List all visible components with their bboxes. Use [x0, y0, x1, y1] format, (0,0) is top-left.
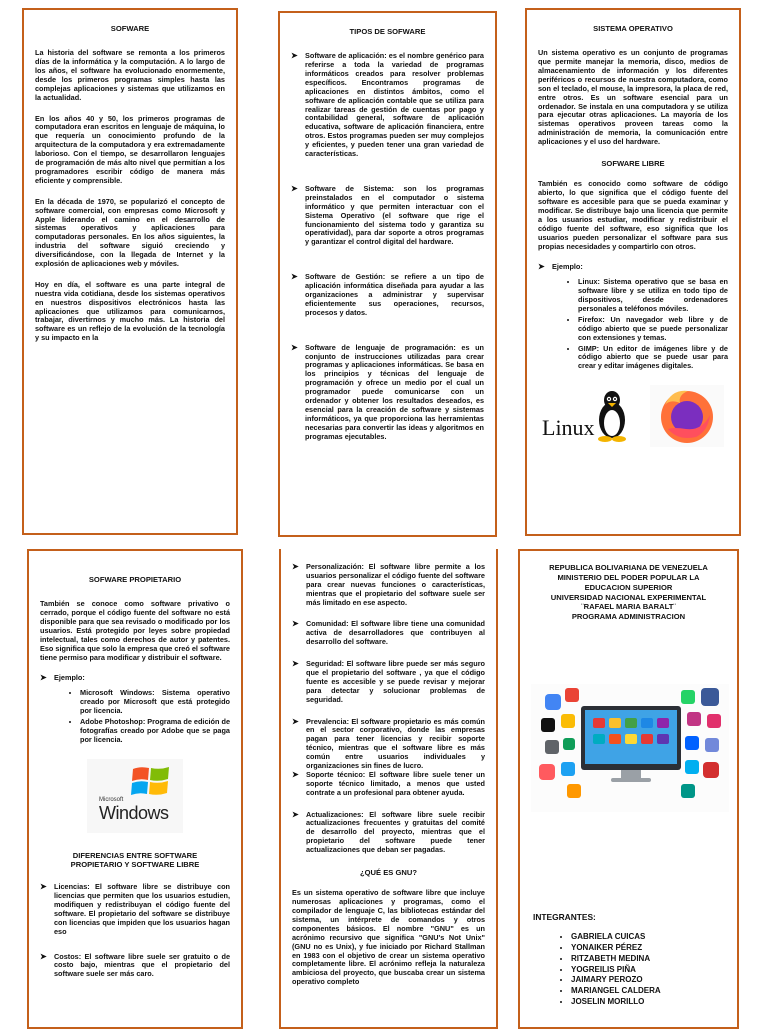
paragraph: También es conocido como software de código abierto, lo que significa que el código fuente del software es accesible para que se pueda examinar y modificar. Se distribuye bajo una licencia que permite a los usuarios estudiar, modificar y redistribuir el código fuente del software, eso significa que los usuarios pueden personalizar el software para sus propias necesidades y compartirlo con otros.: [538, 179, 728, 251]
list-item: • Adobe Photoshop: Programa de edición de fotografías creado por Adobe que se paga por licencia.: [80, 718, 230, 745]
list-item: • YONAIKER PÉREZ: [571, 943, 726, 953]
windows-flag-icon: [131, 765, 171, 799]
right-arrow-icon: ➤: [292, 716, 299, 726]
members-label: INTEGRANTES:: [533, 912, 596, 923]
section-title: SOFWARE LIBRE: [601, 159, 665, 169]
panel-software-types: [278, 11, 497, 537]
list-item: ➤ Costos: El software libre suele ser gratuito o de costo bajo, mientras que el propietario del software suele ser más caro.: [40, 951, 230, 979]
list-item: • MARIANGEL CALDERA: [571, 986, 726, 996]
list-item: ➤ Ejemplo:: [40, 673, 85, 683]
list-item: • GIMP: Un editor de imágenes libre y de código abierto que se puede usar para crear y editar imágenes digitales.: [578, 345, 728, 372]
list-item: • Microsoft Windows: Sistema operativo creado por Microsoft que está protegido por licencia.: [80, 689, 230, 716]
list-item: ➤ Comunidad: El software libre tiene una comunidad activa de desarrolladores que contribuyen al desarrollo del software.: [292, 619, 485, 647]
panel-operating-system: [525, 8, 741, 536]
types-list: [291, 52, 484, 441]
list-item: ➤ Actualizaciones: El software libre suele recibir actualizaciones frecuentes y gratuitas del comité de desarrollo del proyecto, mientras que el propietario del software puede tener actualizaciones que deban ser pagadas.: [292, 809, 485, 855]
list-item: ➤ Software de Gestión: se refiere a un tipo de aplicación informática diseñada para ayudar a las organizaciones a administrar y supervisar eficientemente sus operaciones, recursos, procesos y datos.: [291, 272, 484, 317]
list-item: • RITZABETH MEDINA: [571, 954, 726, 964]
panel-software-history: [22, 8, 238, 535]
members-list: [531, 932, 726, 1006]
example-list: [538, 263, 728, 272]
list-item: ➤ Software de Sistema: son los programas preinstalados en el computador o sistema informático y que permiten interactuar con el Sistema Operativo (el software que rige el funcionamiento del sistema todo y garantiza su operatividad), para dar soporte a otros programas y garantizar el control digital del hardware.: [291, 183, 484, 247]
right-arrow-icon: ➤: [292, 769, 299, 779]
list-item: ➤ Soporte técnico: El software libre suele tener un soporte técnico limitado, a menos que usted contrate a un profesional para obtener ayuda.: [292, 769, 485, 797]
firefox-logo: [650, 385, 724, 447]
paragraph: Es un sistema operativo de software libre que incluye numerosas aplicaciones y programas, como el compilador de lenguaje C, las bibliotecas estándar del sistema, un intérprete de comandos y otros componentes básicos. El nombre "GNU" es un acrónimo recursivo que significa "GNU's Not Unix" (GNU no es Unix), y fue iniciado por Richard Stallman en 1983 con el objetivo de crear un sistema operativo completamente libre. El acrónimo refleja la naturaleza ambiciosa del proyecto, que buscaba crear un sistema operativo completo: [292, 888, 485, 987]
panel-title: SOFWARE PROPIETARIO: [88, 575, 182, 584]
paragraph: También se conoce como software privativo o cerrado, porque el código fuente del software no está disponible para que sea revisado o modificado por los usuarios. Está protegido por leyes sobre propiedad intelectual, tales como derechos de autor y patentes. Eso significa que solo la empresa que creó el software tiene permiso para modificar y distribuir el software.: [40, 599, 230, 662]
panel-proprietary-software: [27, 549, 243, 1029]
list-item: • YOGREILIS PIÑA: [571, 965, 726, 975]
list-item: • Firefox: Un navegador web libre y de código abierto que se puede personalizar con extensiones y temas.: [578, 316, 728, 343]
panel-title: TIPOS DE SOFWARE: [349, 27, 426, 36]
panel-title: SOFWARE: [110, 24, 150, 33]
list-item: ➤ Prevalencia: El software propietario es más común en el sector corporativo, donde las empresas pagan para tener licencias y recibir soporte técnico, mientras que el software libre es más común entre usuarios individuales y organizaciones sin fines de lucro.: [292, 716, 485, 771]
proprietary-examples: [40, 689, 230, 744]
example-list: [40, 674, 230, 683]
right-arrow-icon: ➤: [291, 183, 298, 193]
windows-logo: Microsoft Windows: [87, 759, 183, 833]
institution-header: REPUBLICA BOLIVARIANA DE VENEZUELA MINISTERIO DEL PODER POPULAR LA EDUCACION SUPERIOR UNIVERSIDAD NACIONAL EXPERIMENTAL ¨RAFAEL MARIA BARALT¨ PROGRAMA ADMINISTRACION: [549, 563, 708, 622]
list-item: • GABRIELA CUICAS: [571, 932, 726, 942]
linux-tux-logo: Linux: [542, 390, 629, 442]
paragraph: En los años 40 y 50, los primeros programas de computadora eran escritos en lenguaje de máquina, lo que requería un conocimiento profundo de la arquitectura de la computadora y era extremadamente laborioso. Con el tiempo, se desarrollaron lenguajes de programación de más alto nivel que permitían a los programadores escribir código de manera más eficiente y comprensible.: [35, 113, 225, 185]
section-title: DIFERENCIAS ENTRE SOFTWARE PROPIETARIO Y SOFTWARE LIBRE: [70, 850, 200, 869]
paragraph: Hoy en día, el software es una parte integral de nuestra vida cotidiana, desde los sistemas operativos en nuestros dispositivos electrónicos hasta las aplicaciones que utilizamos para comunicarnos, trabajar, divertirnos y mucho más. La historia del software es un reflejo de la evolución de la tecnología y su impacto en la: [35, 279, 225, 343]
right-arrow-icon: ➤: [292, 659, 299, 669]
list-item: ➤ Seguridad: El software libre puede ser más seguro que el propietario del software , ya que el código fuente es accesible y se puede revisar y mejorar para detectar y solucionar problemas de seguridad.: [292, 659, 485, 704]
free-software-examples: [538, 278, 728, 371]
computer-apps-illustration: [531, 684, 729, 812]
paragraph: La historia del software se remonta a los primeros días de la informática y la computación. A lo largo de los años, el software ha evolucionado enormemente, desde los primeros programas simples hasta las complejas aplicaciones y sistemas que utilizamos en la actualidad.: [35, 48, 225, 102]
list-item: • Linux: Sistema operativo que se basa en software libre y se utiliza en todo tipo de dispositivos, desde ordenadores personales a teléfonos móviles.: [578, 278, 728, 314]
tux-penguin-icon: [595, 390, 629, 442]
right-arrow-icon: ➤: [291, 342, 298, 352]
right-arrow-icon: ➤: [292, 619, 299, 629]
differences-list: [292, 563, 485, 855]
list-item: • JOSELIN MORILLO: [571, 997, 726, 1007]
right-arrow-icon: ➤: [40, 882, 47, 892]
right-arrow-icon: ➤: [292, 809, 299, 819]
paragraph: Un sistema operativo es un conjunto de programas que permite manejar la memoria, disco, medios de almacenamiento de información y los diferentes periféricos o recursos de nuestra computadora, como son el teclado, el mouse, la impresora, la placa de red, entre otros. Es un software esencial para un ordenador. Se instala en una computadora y se utiliza para ejecutar otras aplicaciones. La mayoría de los sistemas operativos proveen tareas como la administración de memoria, la comunicación entre aplicaciones y el uso del hardware.: [538, 48, 728, 147]
right-arrow-icon: ➤: [538, 262, 545, 272]
paragraph: En la década de 1970, se popularizó el concepto de software comercial, con empresas como Microsoft y Apple liderando el camino en el desarrollo de sistemas operativos y aplicaciones para computadoras personales. En los años siguientes, la industria del software siguió creciendo y diversificándose, con la llegada de Internet y la explosión de aplicaciones web y móviles.: [35, 196, 225, 268]
right-arrow-icon: ➤: [291, 272, 298, 282]
list-item: ➤ Software de lenguaje de programación: es un conjunto de instrucciones utilizadas para crear programas y aplicaciones informáticas. Se basa en los principios y técnicas del lenguaje de programación y ofrece un medio por el cual un programador puede comunicarse con un ordenador y obtener los resultados deseados, es esencial para la creación de software y sistemas informáticos, ya que proporciona las herramientas necesarias para convertir las ideas y algoritmos en programas ejecutables.: [291, 342, 484, 441]
list-item: ➤ Ejemplo:: [538, 262, 583, 272]
list-item: ➤ Personalización: El software libre permite a los usuarios personalizar el código fuente del software para crear nuevas funciones o características, mientras que el propietario del software suele ser más limitado en ese aspecto.: [292, 562, 485, 607]
panel-cover: [518, 549, 739, 1029]
panel-title: SISTEMA OPERATIVO: [593, 24, 673, 33]
panel-differences-continued: [279, 549, 498, 1029]
logo-row: [538, 385, 728, 447]
right-arrow-icon: ➤: [291, 51, 298, 61]
differences-list: [40, 883, 230, 979]
right-arrow-icon: ➤: [292, 562, 299, 571]
list-item: • JAIMARY PEROZO: [571, 975, 726, 985]
right-arrow-icon: ➤: [40, 673, 47, 683]
list-item: ➤ Software de aplicación: es el nombre genérico para referirse a toda la variedad de programas informáticos creados para resolver problemas específicos. Encontramos programas de aplicaciones en distintos ámbitos, como el software de aplicación contable que se utiliza para realizar tareas de gestión de cuentas por pago y contabilidad general, software de aplicación educativa, software de aplicación financiera, entre otros. Estos programas pueden ser muy complejos y eficientes, y pueden tener una gran variedad de características.: [291, 51, 484, 159]
section-title: ¿QUÉ ES GNU?: [360, 868, 417, 878]
right-arrow-icon: ➤: [40, 951, 47, 961]
list-item: ➤ Licencias: El software libre se distribuye con licencias que permiten que los usuarios estudien, modifiquen y redistribuyan el código fuente del software. El propietario del software se distribuye con licencias que impiden que los usuarios hagan eso: [40, 882, 230, 936]
